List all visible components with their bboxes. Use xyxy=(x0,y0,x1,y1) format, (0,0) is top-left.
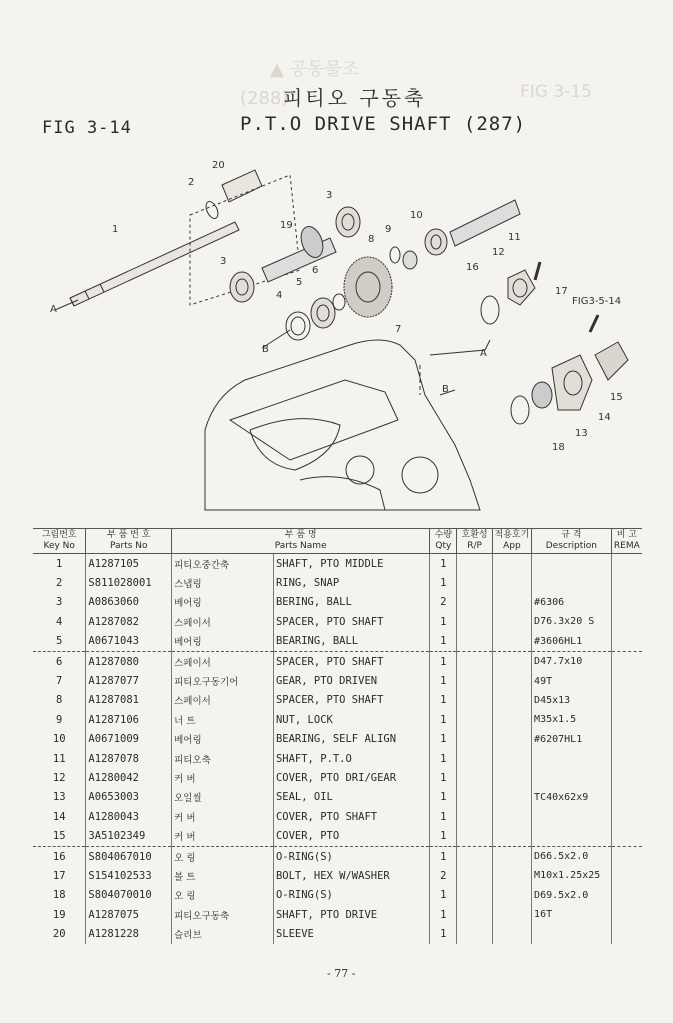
quantity-cell: 1 xyxy=(430,905,457,924)
description-cell xyxy=(532,554,612,574)
part-number-cell: A1287106 xyxy=(86,710,172,729)
rp-cell xyxy=(457,730,492,749)
app-cell xyxy=(492,573,531,592)
quantity-cell: 1 xyxy=(430,632,457,652)
key-cell: 7 xyxy=(33,671,86,690)
header-key: 그림번호 Key No xyxy=(33,529,86,554)
rp-cell xyxy=(457,905,492,924)
description-cell xyxy=(532,573,612,592)
callout-6: 6 xyxy=(312,265,319,276)
exploded-parts-diagram xyxy=(0,140,673,520)
english-name-cell: SHAFT, PTO DRIVE xyxy=(273,905,429,924)
description-cell: D76.3x20 S xyxy=(532,612,612,631)
description-cell xyxy=(532,807,612,826)
part-number-cell: S804067010 xyxy=(86,846,172,866)
remarks-cell xyxy=(611,671,642,690)
description-cell: D45x13 xyxy=(532,691,612,710)
table-row xyxy=(33,632,642,652)
hex-bolt xyxy=(535,262,540,280)
callout-17: 17 xyxy=(555,286,568,297)
rp-cell xyxy=(457,866,492,885)
self-align-bearing xyxy=(425,229,447,255)
pto-drive-gear-cover xyxy=(508,270,535,305)
korean-name-cell: 커 버 xyxy=(172,768,274,787)
english-name-cell: SHAFT, PTO MIDDLE xyxy=(273,554,429,574)
quantity-cell: 1 xyxy=(430,691,457,710)
description-cell: M35x1.5 xyxy=(532,710,612,729)
quantity-cell: 1 xyxy=(430,749,457,768)
english-name-cell: O-RING(S) xyxy=(273,886,429,905)
rp-cell xyxy=(457,573,492,592)
callout-12: 12 xyxy=(492,247,505,258)
description-cell xyxy=(532,924,612,943)
app-cell xyxy=(492,612,531,631)
key-cell: 4 xyxy=(33,612,86,631)
english-name-cell: SHAFT, P.T.O xyxy=(273,749,429,768)
callout-10: 10 xyxy=(410,210,423,221)
page-title-english: P.T.O DRIVE SHAFT (287) xyxy=(240,113,527,135)
korean-name-cell: 슬리브 xyxy=(172,924,274,943)
description-cell: #3606HL1 xyxy=(532,632,612,652)
part-number-cell: A1287082 xyxy=(86,612,172,631)
table-row xyxy=(33,671,642,690)
english-name-cell: COVER, PTO SHAFT xyxy=(273,807,429,826)
description-cell: 49T xyxy=(532,671,612,690)
korean-name-cell: 피티오구동축 xyxy=(172,905,274,924)
quantity-cell: 2 xyxy=(430,866,457,885)
remarks-cell xyxy=(611,632,642,652)
remarks-cell xyxy=(611,730,642,749)
quantity-cell: 1 xyxy=(430,730,457,749)
description-cell: D66.5x2.0 xyxy=(532,846,612,866)
description-cell: TC40x62x9 xyxy=(532,788,612,807)
page-title-korean: 피티오 구동축 xyxy=(283,86,427,110)
app-cell xyxy=(492,866,531,885)
remarks-cell xyxy=(611,651,642,671)
rp-cell xyxy=(457,749,492,768)
quantity-cell: 1 xyxy=(430,554,457,574)
key-cell: 10 xyxy=(33,730,86,749)
remarks-cell xyxy=(611,807,642,826)
parts-table xyxy=(33,528,642,944)
quantity-cell: 1 xyxy=(430,807,457,826)
korean-name-cell: 스페이서 xyxy=(172,691,274,710)
app-cell xyxy=(492,826,531,846)
table-row xyxy=(33,554,642,574)
app-cell xyxy=(492,593,531,612)
english-name-cell: SLEEVE xyxy=(273,924,429,943)
rp-cell xyxy=(457,593,492,612)
callout-5: 5 xyxy=(296,277,303,288)
remarks-cell xyxy=(611,924,642,943)
ref-letter-b: B xyxy=(262,344,269,355)
remarks-cell xyxy=(611,866,642,885)
korean-name-cell: 스페이서 xyxy=(172,651,274,671)
english-name-cell: O-RING(S) xyxy=(273,846,429,866)
remarks-cell xyxy=(611,768,642,787)
table-row xyxy=(33,749,642,768)
bleed-through-text: FIG 3-15 xyxy=(520,82,592,102)
table-row xyxy=(33,886,642,905)
korean-name-cell: 피티오구동기어 xyxy=(172,671,274,690)
spacer-4 xyxy=(286,312,310,340)
remarks-cell xyxy=(611,788,642,807)
header-app: 적용호기 App xyxy=(492,529,531,554)
callout-7: 7 xyxy=(395,324,402,335)
table-row xyxy=(33,905,642,924)
korean-name-cell: 베어링 xyxy=(172,632,274,652)
quantity-cell: 1 xyxy=(430,710,457,729)
app-cell xyxy=(492,768,531,787)
rp-cell xyxy=(457,632,492,652)
callout-1: 1 xyxy=(112,224,119,235)
description-cell xyxy=(532,749,612,768)
korean-name-cell: 베어링 xyxy=(172,593,274,612)
table-row xyxy=(33,691,642,710)
quantity-cell: 1 xyxy=(430,768,457,787)
korean-name-cell: 오 링 xyxy=(172,886,274,905)
diagram-callouts xyxy=(50,160,623,453)
key-cell: 6 xyxy=(33,651,86,671)
key-cell: 3 xyxy=(33,593,86,612)
callout-18: 18 xyxy=(552,442,565,453)
english-name-cell: SPACER, PTO SHAFT xyxy=(273,612,429,631)
rp-cell xyxy=(457,710,492,729)
remarks-cell xyxy=(611,886,642,905)
parts-table-body xyxy=(33,554,642,944)
english-name-cell: RING, SNAP xyxy=(273,573,429,592)
lock-nut xyxy=(403,251,417,269)
english-name-cell: BEARING, BALL xyxy=(273,632,429,652)
part-number-cell: A1287075 xyxy=(86,905,172,924)
remarks-cell xyxy=(611,710,642,729)
table-row xyxy=(33,826,642,846)
description-cell xyxy=(532,826,612,846)
part-number-cell: A1287080 xyxy=(86,651,172,671)
korean-name-cell: 오 링 xyxy=(172,846,274,866)
part-number-cell: S154102533 xyxy=(86,866,172,885)
key-cell: 20 xyxy=(33,924,86,943)
bearing-3-lower xyxy=(230,272,254,302)
korean-name-cell: 피티오중간축 xyxy=(172,554,274,574)
quantity-cell: 1 xyxy=(430,846,457,866)
oil-seal xyxy=(532,382,552,408)
rp-cell xyxy=(457,788,492,807)
english-name-cell: BOLT, HEX W/WASHER xyxy=(273,866,429,885)
korean-name-cell: 스페이서 xyxy=(172,612,274,631)
app-cell xyxy=(492,749,531,768)
part-number-cell: S811028001 xyxy=(86,573,172,592)
part-number-cell: A1287078 xyxy=(86,749,172,768)
o-ring-16 xyxy=(481,296,499,324)
part-number-cell: A1287077 xyxy=(86,671,172,690)
key-cell: 19 xyxy=(33,905,86,924)
page-number: - 77 - xyxy=(327,967,356,980)
app-cell xyxy=(492,651,531,671)
parts-table-header xyxy=(33,529,642,554)
korean-name-cell: 커 버 xyxy=(172,807,274,826)
table-row xyxy=(33,788,642,807)
korean-name-cell: 커 버 xyxy=(172,826,274,846)
spacer-8 xyxy=(390,247,400,263)
key-cell: 15 xyxy=(33,826,86,846)
rp-cell xyxy=(457,924,492,943)
o-ring-18 xyxy=(511,396,529,424)
part-number-cell: A1287081 xyxy=(86,691,172,710)
spacer-6 xyxy=(333,294,345,310)
ref-letter-a: A xyxy=(50,304,57,315)
header-rp: 호환성 R/P xyxy=(457,529,492,554)
bearing-5 xyxy=(311,298,335,328)
header-remarks: 비 고 REMA xyxy=(611,529,642,554)
remarks-cell xyxy=(611,593,642,612)
key-cell: 1 xyxy=(33,554,86,574)
description-cell: 16T xyxy=(532,905,612,924)
english-name-cell: SPACER, PTO SHAFT xyxy=(273,691,429,710)
table-row xyxy=(33,573,642,592)
english-name-cell: NUT, LOCK xyxy=(273,710,429,729)
app-cell xyxy=(492,886,531,905)
rp-cell xyxy=(457,671,492,690)
quantity-cell: 1 xyxy=(430,924,457,943)
rp-cell xyxy=(457,612,492,631)
key-cell: 11 xyxy=(33,749,86,768)
remarks-cell xyxy=(611,573,642,592)
remarks-cell xyxy=(611,846,642,866)
callout-16: 16 xyxy=(466,262,479,273)
part-number-cell: A0863060 xyxy=(86,593,172,612)
sleeve xyxy=(222,170,262,202)
part-number-cell: 3A5102349 xyxy=(86,826,172,846)
app-cell xyxy=(492,632,531,652)
callout-14: 14 xyxy=(598,412,611,423)
table-row xyxy=(33,612,642,631)
part-number-cell: A1280042 xyxy=(86,768,172,787)
remarks-cell xyxy=(611,826,642,846)
korean-name-cell: 볼 트 xyxy=(172,866,274,885)
quantity-cell: 1 xyxy=(430,651,457,671)
part-number-cell: A1281228 xyxy=(86,924,172,943)
remarks-cell xyxy=(611,691,642,710)
key-cell: 17 xyxy=(33,866,86,885)
table-row xyxy=(33,866,642,885)
table-row xyxy=(33,768,642,787)
header-parts-no: 부 품 번 호 Parts No xyxy=(86,529,172,554)
pto-driven-gear xyxy=(344,257,392,317)
callout-11: 11 xyxy=(508,232,521,243)
remarks-cell xyxy=(611,749,642,768)
remarks-cell xyxy=(611,554,642,574)
figure-label: FIG 3-14 xyxy=(42,118,132,138)
callout-20: 20 xyxy=(212,160,225,171)
app-cell xyxy=(492,924,531,943)
table-row xyxy=(33,710,642,729)
key-cell: 5 xyxy=(33,632,86,652)
callout-8: 8 xyxy=(368,234,375,245)
korean-name-cell: 너 트 xyxy=(172,710,274,729)
app-cell xyxy=(492,554,531,574)
header-parts-name: 부 품 명 Parts Name xyxy=(172,529,430,554)
callout-15: 15 xyxy=(610,392,623,403)
table-row xyxy=(33,730,642,749)
ref-letter-b: B xyxy=(442,384,449,395)
part-number-cell: A1287105 xyxy=(86,554,172,574)
key-cell: 2 xyxy=(33,573,86,592)
transmission-housing xyxy=(205,340,480,510)
rp-cell xyxy=(457,846,492,866)
part-number-cell: A0671009 xyxy=(86,730,172,749)
table-row xyxy=(33,846,642,866)
rp-cell xyxy=(457,807,492,826)
table-row xyxy=(33,651,642,671)
rp-cell xyxy=(457,651,492,671)
rp-cell xyxy=(457,886,492,905)
rp-cell xyxy=(457,554,492,574)
key-cell: 9 xyxy=(33,710,86,729)
app-cell xyxy=(492,691,531,710)
bearing-3-upper xyxy=(336,207,360,237)
key-cell: 14 xyxy=(33,807,86,826)
description-cell xyxy=(532,768,612,787)
remarks-cell xyxy=(611,905,642,924)
table-row xyxy=(33,807,642,826)
pto-cover xyxy=(595,342,628,380)
key-cell: 13 xyxy=(33,788,86,807)
part-number-cell: A1280043 xyxy=(86,807,172,826)
english-name-cell: SEAL, OIL xyxy=(273,788,429,807)
rp-cell xyxy=(457,826,492,846)
table-row xyxy=(33,593,642,612)
app-cell xyxy=(492,905,531,924)
description-cell: D47.7x10 xyxy=(532,651,612,671)
callout-19: 19 xyxy=(280,220,293,231)
callout-3: 3 xyxy=(326,190,333,201)
english-name-cell: COVER, PTO DRI/GEAR xyxy=(273,768,429,787)
english-name-cell: GEAR, PTO DRIVEN xyxy=(273,671,429,690)
app-cell xyxy=(492,671,531,690)
key-cell: 18 xyxy=(33,886,86,905)
remarks-cell xyxy=(611,612,642,631)
quantity-cell: 1 xyxy=(430,826,457,846)
key-cell: 16 xyxy=(33,846,86,866)
callout-13: 13 xyxy=(575,428,588,439)
app-cell xyxy=(492,710,531,729)
callout-2: 2 xyxy=(188,177,195,188)
pto-middle-shaft xyxy=(70,222,239,306)
rp-cell xyxy=(457,691,492,710)
korean-name-cell: 피티오축 xyxy=(172,749,274,768)
pto-drive-shaft xyxy=(262,238,336,282)
quantity-cell: 1 xyxy=(430,788,457,807)
table-row xyxy=(33,924,642,943)
bleed-through-text: ▲ 공동물조 xyxy=(270,59,360,80)
part-number-cell: A0653003 xyxy=(86,788,172,807)
part-number-cell: A0671043 xyxy=(86,632,172,652)
quantity-cell: 1 xyxy=(430,886,457,905)
app-cell xyxy=(492,807,531,826)
pto-shaft-cover xyxy=(552,355,592,410)
part-number-cell: S804070010 xyxy=(86,886,172,905)
callout-9: 9 xyxy=(385,224,392,235)
header-qty: 수량 Qty xyxy=(430,529,457,554)
quantity-cell: 2 xyxy=(430,593,457,612)
korean-name-cell: 오일씰 xyxy=(172,788,274,807)
snap-ring xyxy=(204,200,221,221)
app-cell xyxy=(492,730,531,749)
app-cell xyxy=(492,846,531,866)
description-cell: D69.5x2.0 xyxy=(532,886,612,905)
english-name-cell: SPACER, PTO SHAFT xyxy=(273,651,429,671)
description-cell: #6207HL1 xyxy=(532,730,612,749)
callout-4: 4 xyxy=(276,290,283,301)
quantity-cell: 1 xyxy=(430,671,457,690)
korean-name-cell: 베어링 xyxy=(172,730,274,749)
bleed-through-text: (288) xyxy=(240,88,289,109)
english-name-cell: BERING, BALL xyxy=(273,593,429,612)
key-cell: 8 xyxy=(33,691,86,710)
description-cell: #6306 xyxy=(532,593,612,612)
cross-reference-label: FIG3-5-14 xyxy=(572,296,622,307)
callout-3: 3 xyxy=(220,256,227,267)
rp-cell xyxy=(457,768,492,787)
english-name-cell: COVER, PTO xyxy=(273,826,429,846)
ref-letter-a: A xyxy=(480,348,487,359)
korean-name-cell: 스냅링 xyxy=(172,573,274,592)
description-cell: M10x1.25x25 xyxy=(532,866,612,885)
key-cell: 12 xyxy=(33,768,86,787)
app-cell xyxy=(492,788,531,807)
quantity-cell: 1 xyxy=(430,612,457,631)
quantity-cell: 1 xyxy=(430,573,457,592)
english-name-cell: BEARING, SELF ALIGN xyxy=(273,730,429,749)
header-description: 규 격 Description xyxy=(532,529,612,554)
